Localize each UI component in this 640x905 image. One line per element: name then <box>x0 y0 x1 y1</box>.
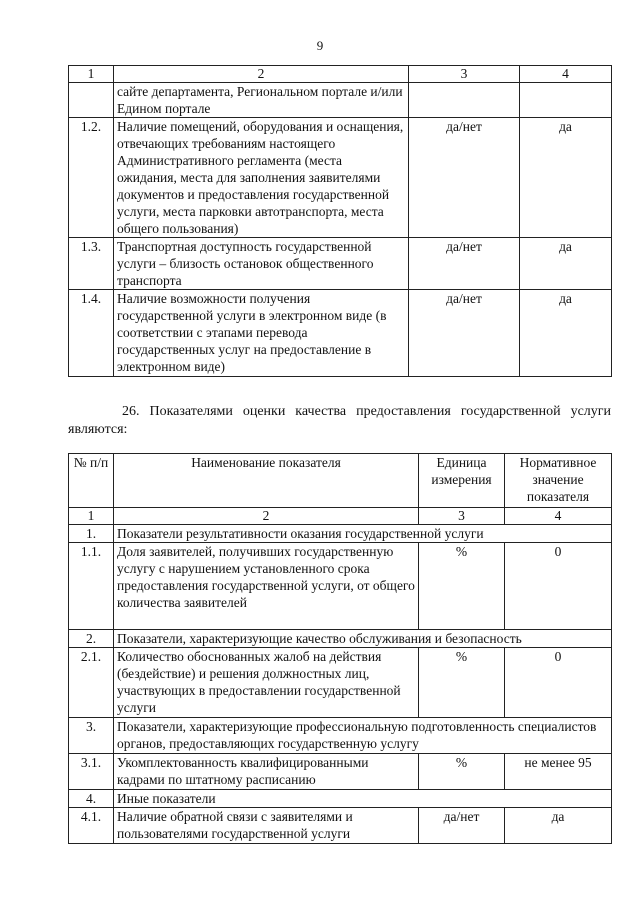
indicator-text: сайте департамента, Региональном портале и/или Едином портале <box>114 83 409 118</box>
section-row <box>69 525 612 543</box>
table-row <box>69 290 612 377</box>
row-number: 4.1. <box>69 808 114 844</box>
row-number: 3. <box>69 718 114 754</box>
indicator-text: Наличие возможности получения государственной услуги в электронном виде (в соответствии с этапами перевода государственных услуг на предоставление в электронном виде) <box>114 290 409 377</box>
header-name: Наименование показателя <box>114 454 419 508</box>
col-number: 3 <box>409 66 520 83</box>
row-number: 1. <box>69 525 114 543</box>
row-number: 1.2. <box>69 118 114 238</box>
value-cell: да <box>505 808 612 844</box>
header-unit: Единица измерения <box>419 454 505 508</box>
header-value: Нормативное значение показателя <box>505 454 612 508</box>
quality-indicators-table <box>68 453 612 844</box>
column-number-row <box>69 66 612 83</box>
col-number: 2 <box>114 66 409 83</box>
col-number: 2 <box>114 508 419 525</box>
header-num: № п/п <box>69 454 114 508</box>
section-title: Показатели результативности оказания государственной услуги <box>114 525 612 543</box>
value-cell: да <box>520 290 612 377</box>
section-title: Показатели, характеризующие качество обслуживания и безопасность <box>114 630 612 648</box>
row-number: 4. <box>69 790 114 808</box>
column-number-row <box>69 508 612 525</box>
value-cell: не менее 95 <box>505 754 612 790</box>
table-row <box>69 83 612 118</box>
value-cell: да <box>520 238 612 290</box>
section-title: Иные показатели <box>114 790 612 808</box>
section-title: Показатели, характеризующие профессиональную подготовленность специалистов органов, предоставляющих государственную услугу <box>114 718 612 754</box>
indicator-text: Доля заявителей, получивших государственную услугу с нарушением установленного срока предоставления государственной услуги, от общего количества заявителей <box>114 543 419 630</box>
section-paragraph <box>68 403 611 439</box>
row-number: 1.3. <box>69 238 114 290</box>
row-number: 1.4. <box>69 290 114 377</box>
table-row <box>69 543 612 630</box>
indicator-text: Транспортная доступность государственной услуги – близость остановок общественного транспорта <box>114 238 409 290</box>
unit-cell: % <box>419 648 505 718</box>
value-cell: 0 <box>505 648 612 718</box>
table-row <box>69 648 612 718</box>
page-number: 9 <box>316 38 324 53</box>
table-row <box>69 808 612 844</box>
header-row <box>69 454 612 508</box>
col-number: 1 <box>69 66 114 83</box>
row-number: 3.1. <box>69 754 114 790</box>
value-cell <box>520 83 612 118</box>
table-row <box>69 118 612 238</box>
section-row <box>69 630 612 648</box>
table-row <box>69 238 612 290</box>
indicator-text: Наличие помещений, оборудования и оснащения, отвечающих требованиям настоящего Административного регламента (места ожидания, места для заполнения заявителями документов и предоставления государственной услуги, места парковки автотранспорта, места общего пользования) <box>114 118 409 238</box>
indicator-text: Укомплектованность квалифицированными кадрами по штатному расписанию <box>114 754 419 790</box>
unit-cell: % <box>419 543 505 630</box>
indicator-text: Наличие обратной связи с заявителями и пользователями государственной услуги <box>114 808 419 844</box>
indicator-text: Количество обоснованных жалоб на действия (бездействие) и решения должностных лиц, участвующих в предоставлении государственной услуги <box>114 648 419 718</box>
row-number: 2. <box>69 630 114 648</box>
col-number: 4 <box>520 66 612 83</box>
unit-cell <box>409 83 520 118</box>
unit-cell: да/нет <box>409 118 520 238</box>
unit-cell: да/нет <box>419 808 505 844</box>
row-number: 2.1. <box>69 648 114 718</box>
col-number: 1 <box>69 508 114 525</box>
unit-cell: да/нет <box>409 290 520 377</box>
section-row <box>69 790 612 808</box>
table-row <box>69 754 612 790</box>
row-number <box>69 83 114 118</box>
value-cell: 0 <box>505 543 612 630</box>
unit-cell: % <box>419 754 505 790</box>
unit-cell: да/нет <box>409 238 520 290</box>
row-number: 1.1. <box>69 543 114 630</box>
col-number: 4 <box>505 508 612 525</box>
value-cell: да <box>520 118 612 238</box>
col-number: 3 <box>419 508 505 525</box>
section-row <box>69 718 612 754</box>
indicators-table-continued <box>68 65 612 377</box>
paragraph-text: 26. Показателями оценки качества предоставления государственной услуги являются: <box>68 404 611 437</box>
